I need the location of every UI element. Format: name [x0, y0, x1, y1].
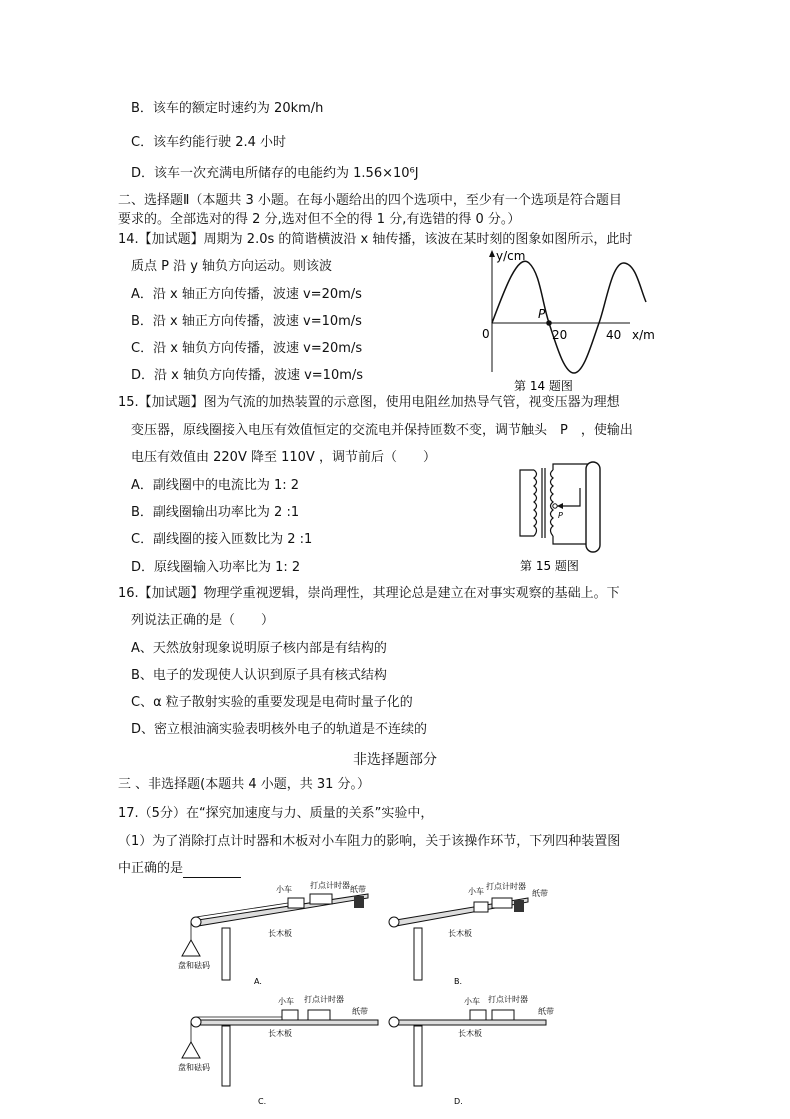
- q17b-block: [514, 900, 524, 912]
- q17-panel-d: [378, 990, 578, 1110]
- q17d-panel-label: D.: [454, 1097, 463, 1106]
- q17a-panel-label: A.: [254, 977, 262, 986]
- q16-stem-line2: 列说法正确的是（ ）: [131, 613, 275, 628]
- q14-stem-line2: 质点 P 沿 y 轴负方向运动。则该波: [131, 259, 333, 274]
- q16-option-b: B、电子的发现使人认识到原子具有核式结构: [131, 668, 387, 683]
- q17-stem-line1: 17.（5分）在“探究加速度与力、质量的关系”实验中，: [118, 806, 434, 821]
- q14-stem-line1: 14.【加试题】周期为 2.0s 的简谐横波沿 x 轴传播，该波在某时刻的图象如图所示，此时: [118, 232, 633, 247]
- q17c-board: [198, 1020, 378, 1025]
- q17c-timer: [308, 1010, 330, 1020]
- q17-panel-c: [178, 990, 388, 1110]
- q14-point-label: P: [538, 307, 546, 321]
- q17c-board-label: 长木板: [268, 1029, 292, 1038]
- q14-y-axis-arrow: [489, 250, 495, 257]
- q15-stem-line1: 15.【加试题】图为气流的加热装置的示意图，使用电阻丝加热导气管，视变压器为理想: [118, 395, 620, 410]
- q15-primary-wire: [520, 470, 534, 536]
- q17a-block: [354, 896, 364, 908]
- q15-option-d: D．原线圈输入功率比为 1: 2: [131, 560, 301, 575]
- q17b-tape-label: 纸带: [532, 889, 548, 898]
- q17a-pulley: [191, 917, 201, 927]
- q15-transformer-figure: [508, 458, 608, 578]
- q17-panel-b: [378, 880, 578, 990]
- q17b-timer: [492, 898, 512, 908]
- q17b-car-label: 小车: [468, 887, 484, 896]
- q14-wave-curve: [492, 261, 646, 373]
- q17d-timer: [492, 1010, 514, 1020]
- q17a-board-label: 长木板: [268, 929, 292, 938]
- q17c-weight-pan: [182, 1042, 200, 1058]
- q17b-timer-label: 打点计时器: [486, 882, 526, 891]
- q14-figure-caption: 第 14 题图: [514, 379, 573, 393]
- q17b-pulley: [389, 917, 399, 927]
- q15-option-b: B．副线圈输出功率比为 2 :1: [131, 505, 300, 520]
- q17d-timer-label: 打点计时器: [488, 995, 528, 1004]
- q14-tick-40: 40: [606, 328, 622, 342]
- q14-point-p: [546, 320, 552, 326]
- q17a-weight-pan: [182, 940, 200, 956]
- q17a-tape-label: 纸带: [350, 885, 366, 894]
- q16-option-a: A、天然放射现象说明原子核内部是有结构的: [131, 641, 387, 656]
- q15-option-a: A．副线圈中的电流比为 1: 2: [131, 478, 300, 493]
- q15-stem-line3: 电压有效值由 220V 降至 110V ，调节前后（ ）: [131, 450, 436, 465]
- q15-secondary-coil: [551, 470, 554, 536]
- q14-option-a: A．沿 x 轴正方向传播，波速 v=20m/s: [131, 287, 362, 302]
- q17a-car-label: 小车: [276, 885, 292, 894]
- part-title: 非选择题部分: [353, 752, 437, 768]
- q17d-car-label: 小车: [464, 997, 480, 1006]
- q17d-tape-label: 纸带: [538, 1007, 554, 1016]
- q17a-weights-label: 盘和砝码: [178, 961, 210, 970]
- q17d-board: [396, 1020, 546, 1025]
- q13-option-d: D．该车一次充满电所储存的电能约为 1.56×10⁶J: [131, 166, 419, 181]
- q17c-panel-label: C.: [258, 1097, 267, 1106]
- q14-option-b: B．沿 x 轴正方向传播，波速 v=10m/s: [131, 314, 362, 329]
- q17c-cart: [282, 1010, 298, 1020]
- q14-tick-20: 20: [552, 328, 568, 342]
- q15-option-c: C．副线圈的接入匝数比为 2 :1: [131, 532, 313, 547]
- q17a-table: [222, 928, 230, 980]
- q17-answer-blank: [183, 863, 241, 878]
- q15-secondary-bottom-wire: [553, 536, 588, 544]
- q15-heater-tube: [586, 462, 600, 552]
- q14-x-label: x/m: [632, 328, 655, 342]
- q17c-weights-label: 盘和砝码: [178, 1063, 210, 1072]
- q15-stem-line2: 变压器，原线圈接入电压有效值恒定的交流电并保持匝数不变，调节触头 P ，使输出: [131, 423, 633, 438]
- q14-origin-label: 0: [482, 327, 490, 341]
- q14-y-label: y/cm: [496, 249, 526, 263]
- q16-option-d: D、密立根油滴实验表明核外电子的轨道是不连续的: [131, 722, 428, 737]
- q17d-board-label: 长木板: [458, 1029, 482, 1038]
- q17-stem-line3-text: 中正确的是: [118, 861, 184, 876]
- q17b-cart: [474, 902, 488, 912]
- q17c-pulley: [191, 1017, 201, 1027]
- q17b-board-label: 长木板: [448, 929, 472, 938]
- section2-instruction-line1: 二、选择题Ⅱ（本题共 3 小题。在每小题给出的四个选项中，至少有一个选项是符合题目: [118, 193, 622, 208]
- q14-option-c: C．沿 x 轴负方向传播，波速 v=20m/s: [131, 341, 363, 356]
- q13-option-c: C．该车约能行驶 2.4 小时: [131, 135, 287, 150]
- q15-secondary-top-wire: [553, 464, 588, 470]
- section3-heading: 三 、非选择题(本题共 4 小题，共 31 分。）: [118, 777, 371, 792]
- q15-contact-p: [553, 504, 557, 508]
- q17b-panel-label: B.: [454, 977, 463, 986]
- q13-option-b: B．该车的额定时速约为 20km/h: [131, 101, 324, 116]
- q14-wave-figure: [470, 242, 670, 402]
- q17d-table: [414, 1026, 422, 1086]
- q17d-cart: [470, 1010, 486, 1020]
- q16-stem-line1: 16.【加试题】物理学重视逻辑，崇尚理性，其理论总是建立在对事实观察的基础上。下: [118, 586, 620, 601]
- q17c-tape-label: 纸带: [352, 1007, 368, 1016]
- q15-figure-caption: 第 15 题图: [520, 559, 579, 573]
- q17a-timer: [310, 894, 332, 904]
- q17-stem-line2: （1）为了消除打点计时器和木板对小车阻力的影响，关于该操作环节，下列四种装置图: [118, 834, 621, 849]
- q15-contact-wire: [557, 488, 580, 506]
- q17b-table: [414, 928, 422, 980]
- q17-panel-a: [178, 880, 388, 990]
- q17a-board: [198, 894, 368, 926]
- q17a-cart: [288, 898, 304, 908]
- section2-instruction-line2: 要求的。全部选对的得 2 分,选对但不全的得 1 分,有选错的得 0 分。）: [118, 212, 521, 227]
- q15-point-label: P: [558, 511, 563, 520]
- q17c-table: [222, 1026, 230, 1086]
- q15-contact-arrow: [557, 503, 563, 509]
- q17a-timer-label: 打点计时器: [310, 881, 350, 890]
- q17c-timer-label: 打点计时器: [304, 995, 344, 1004]
- q15-primary-coil: [534, 470, 537, 536]
- q17c-car-label: 小车: [278, 997, 294, 1006]
- q17d-pulley: [389, 1017, 399, 1027]
- q16-option-c: C、α 粒子散射实验的重要发现是电荷时量子化的: [131, 695, 413, 710]
- q17-stem-line3: [118, 860, 241, 878]
- q14-option-d: D．沿 x 轴负方向传播，波速 v=10m/s: [131, 368, 364, 383]
